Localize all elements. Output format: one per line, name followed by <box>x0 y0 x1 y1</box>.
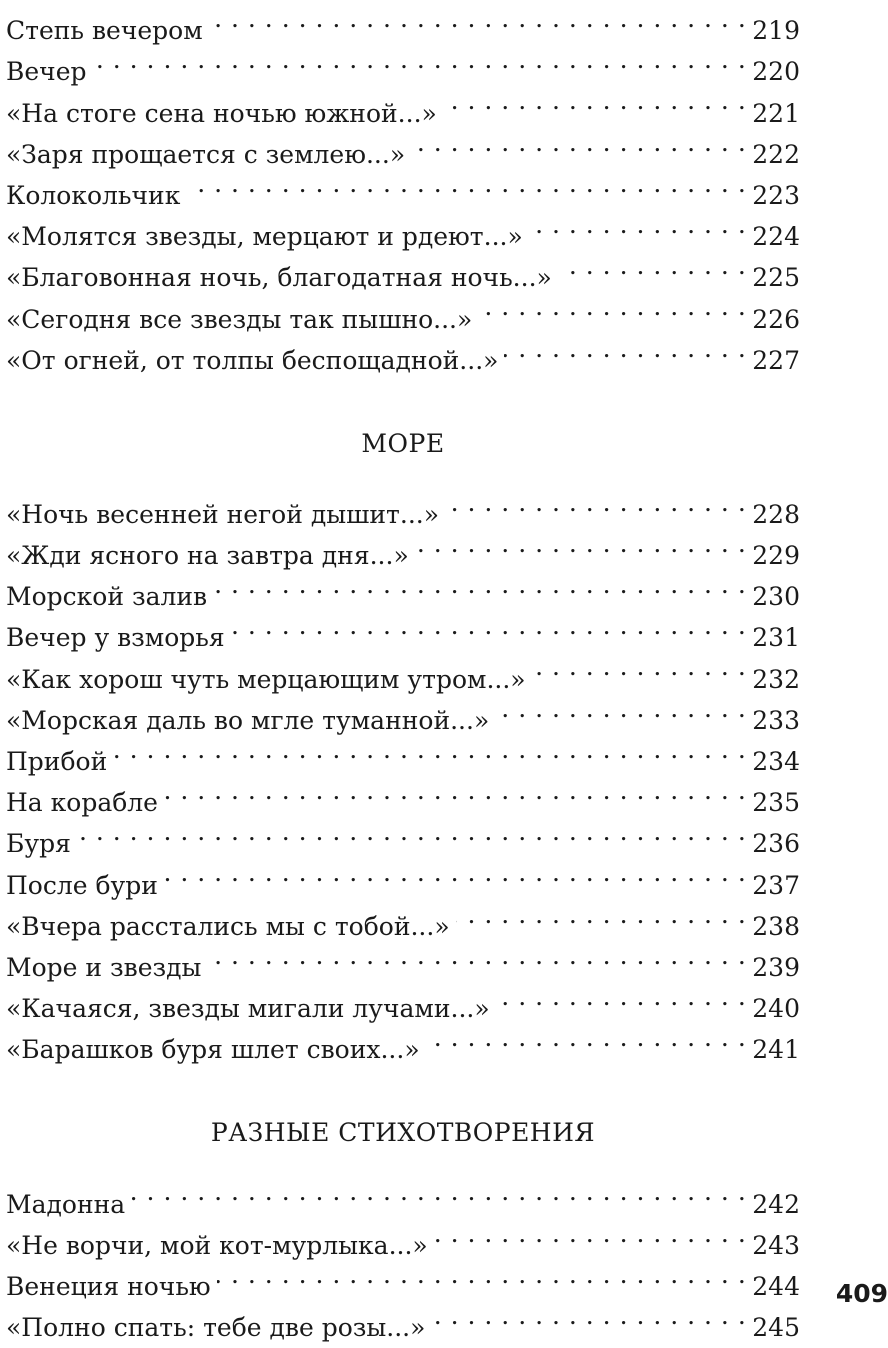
section-raznye <box>6 1112 800 1343</box>
entry-page: 240 <box>752 994 800 1024</box>
entry-title: «Благовонная ночь, благодатная ночь...» <box>6 263 552 293</box>
entry-page: 245 <box>752 1313 800 1343</box>
entry-title: Вечер <box>6 57 87 87</box>
entry-page: 238 <box>752 911 800 941</box>
dot-leader <box>504 328 746 369</box>
entry-page: 227 <box>752 345 800 375</box>
toc-entry[interactable] <box>6 80 800 128</box>
entry-title: «Морская даль во мгле туманной...» <box>6 705 490 735</box>
entry-title: Буря <box>6 829 71 859</box>
toc-entry[interactable] <box>6 894 800 941</box>
section-heading: МОРЕ <box>361 428 445 458</box>
entry-title: «На стоге сена ночью южной...» <box>6 98 437 128</box>
dot-leader <box>496 976 747 1017</box>
dot-leader <box>478 286 746 327</box>
entry-title: «Жди ясного на завтра дня...» <box>6 541 409 571</box>
entry-title: «Качаяся, звезды мигали лучами...» <box>6 994 490 1024</box>
entry-title: «Ночь весенней негой дышит...» <box>6 499 440 529</box>
entry-title: «Молятся звезды, мерцают и рдеют...» <box>6 222 523 252</box>
dot-leader <box>113 729 746 770</box>
section-continued <box>6 0 800 375</box>
toc-entry[interactable] <box>6 523 800 571</box>
entry-page: 220 <box>752 57 800 87</box>
toc-entry[interactable] <box>6 1254 800 1301</box>
dot-leader <box>434 1213 747 1254</box>
dot-leader <box>426 1017 747 1058</box>
entry-page: 230 <box>752 582 800 612</box>
dot-leader <box>209 0 747 39</box>
toc-entry[interactable] <box>6 688 800 735</box>
toc-entry[interactable] <box>6 770 800 818</box>
dot-leader <box>558 245 746 286</box>
table-of-contents <box>6 0 800 1343</box>
entry-page: 229 <box>752 541 800 571</box>
toc-entry[interactable] <box>6 646 800 694</box>
dot-leader <box>415 523 747 564</box>
entry-page: 235 <box>752 788 800 818</box>
toc-entry[interactable] <box>6 245 800 293</box>
dot-leader <box>532 646 747 687</box>
entry-page: 234 <box>752 747 800 776</box>
entry-title: «Как хорош чуть мерцающим утром...» <box>6 664 526 694</box>
entry-page: 233 <box>752 705 800 735</box>
toc-entry[interactable] <box>6 0 800 46</box>
toc-entry[interactable] <box>6 163 800 210</box>
entry-page: 228 <box>752 499 800 529</box>
toc-entry[interactable] <box>6 935 800 982</box>
entry-title: «Сегодня все звезды так пышно...» <box>6 304 473 334</box>
entry-page: 224 <box>752 222 800 252</box>
entry-page: 222 <box>752 139 800 169</box>
toc-entry[interactable] <box>6 39 800 87</box>
entry-title: Прибой <box>6 747 108 776</box>
dot-leader <box>164 852 746 893</box>
entry-title: Колокольчик <box>6 180 181 210</box>
entry-title: Мадонна <box>6 1189 126 1219</box>
entry-title: «Не ворчи, мой кот-мурлыка...» <box>6 1230 428 1260</box>
entry-title: «Полно спать: тебе две розы...» <box>6 1313 426 1343</box>
entry-title: После бури <box>6 870 158 900</box>
dot-leader <box>431 1295 746 1336</box>
entry-title: Венеция ночью <box>6 1271 211 1301</box>
toc-entry[interactable] <box>6 852 800 900</box>
entry-title: «Вчера расстались мы с тобой...» <box>6 911 450 941</box>
toc-entry[interactable] <box>6 286 800 334</box>
dot-leader <box>456 894 747 935</box>
entry-page: 244 <box>752 1271 800 1301</box>
dot-leader <box>443 80 746 121</box>
section-heading: РАЗНЫЕ СТИХОТВОРЕНИЯ <box>210 1118 596 1148</box>
toc-entry[interactable] <box>6 1171 800 1219</box>
dot-leader <box>213 564 746 605</box>
toc-entry[interactable] <box>6 1295 800 1343</box>
entry-title: «Барашков буря шлет своих...» <box>6 1035 420 1065</box>
dot-leader <box>445 482 746 523</box>
entry-page: 242 <box>752 1189 800 1219</box>
entry-title: «От огней, от толпы беспощадной...» <box>6 345 499 375</box>
toc-entry[interactable] <box>6 1017 800 1065</box>
entry-title: На корабле <box>6 788 158 818</box>
entry-page: 241 <box>752 1035 800 1065</box>
entry-page: 239 <box>752 952 800 982</box>
folio-page-number: 409 <box>835 1279 888 1308</box>
toc-entry[interactable] <box>6 204 800 252</box>
toc-entry[interactable] <box>6 1213 800 1260</box>
dot-leader <box>411 122 746 163</box>
dot-leader <box>231 605 747 646</box>
entry-page: 231 <box>752 623 800 653</box>
entry-title: Морской залив <box>6 582 208 612</box>
toc-entry[interactable] <box>6 605 800 653</box>
entry-title: Степь вечером <box>6 16 203 46</box>
entry-page: 237 <box>752 870 800 900</box>
toc-entry[interactable] <box>6 328 800 375</box>
toc-entry[interactable] <box>6 482 800 529</box>
entry-page: 232 <box>752 664 800 694</box>
entry-page: 219 <box>752 16 800 46</box>
dot-leader <box>529 204 747 245</box>
dot-leader <box>217 1254 747 1295</box>
entry-page: 243 <box>752 1230 800 1260</box>
dot-leader <box>164 770 746 811</box>
dot-leader <box>495 688 746 729</box>
entry-page: 221 <box>752 98 800 128</box>
dot-leader <box>93 39 747 80</box>
dot-leader <box>77 811 746 852</box>
dot-leader <box>131 1171 746 1212</box>
entry-title: «Заря прощается с землею...» <box>6 139 406 169</box>
section-more <box>6 423 800 1065</box>
entry-page: 223 <box>752 180 800 210</box>
toc-entry[interactable] <box>6 122 800 169</box>
toc-entry[interactable] <box>6 564 800 612</box>
toc-entry[interactable] <box>6 729 800 776</box>
entry-page: 225 <box>752 263 800 293</box>
entry-page: 236 <box>752 829 800 859</box>
dot-leader <box>186 163 746 204</box>
entry-title: Вечер у взморья <box>6 623 225 653</box>
entry-title: Море и звезды <box>6 952 202 982</box>
entry-page: 226 <box>752 304 800 334</box>
toc-entry[interactable] <box>6 976 800 1024</box>
toc-entry[interactable] <box>6 811 800 859</box>
dot-leader <box>207 935 746 976</box>
